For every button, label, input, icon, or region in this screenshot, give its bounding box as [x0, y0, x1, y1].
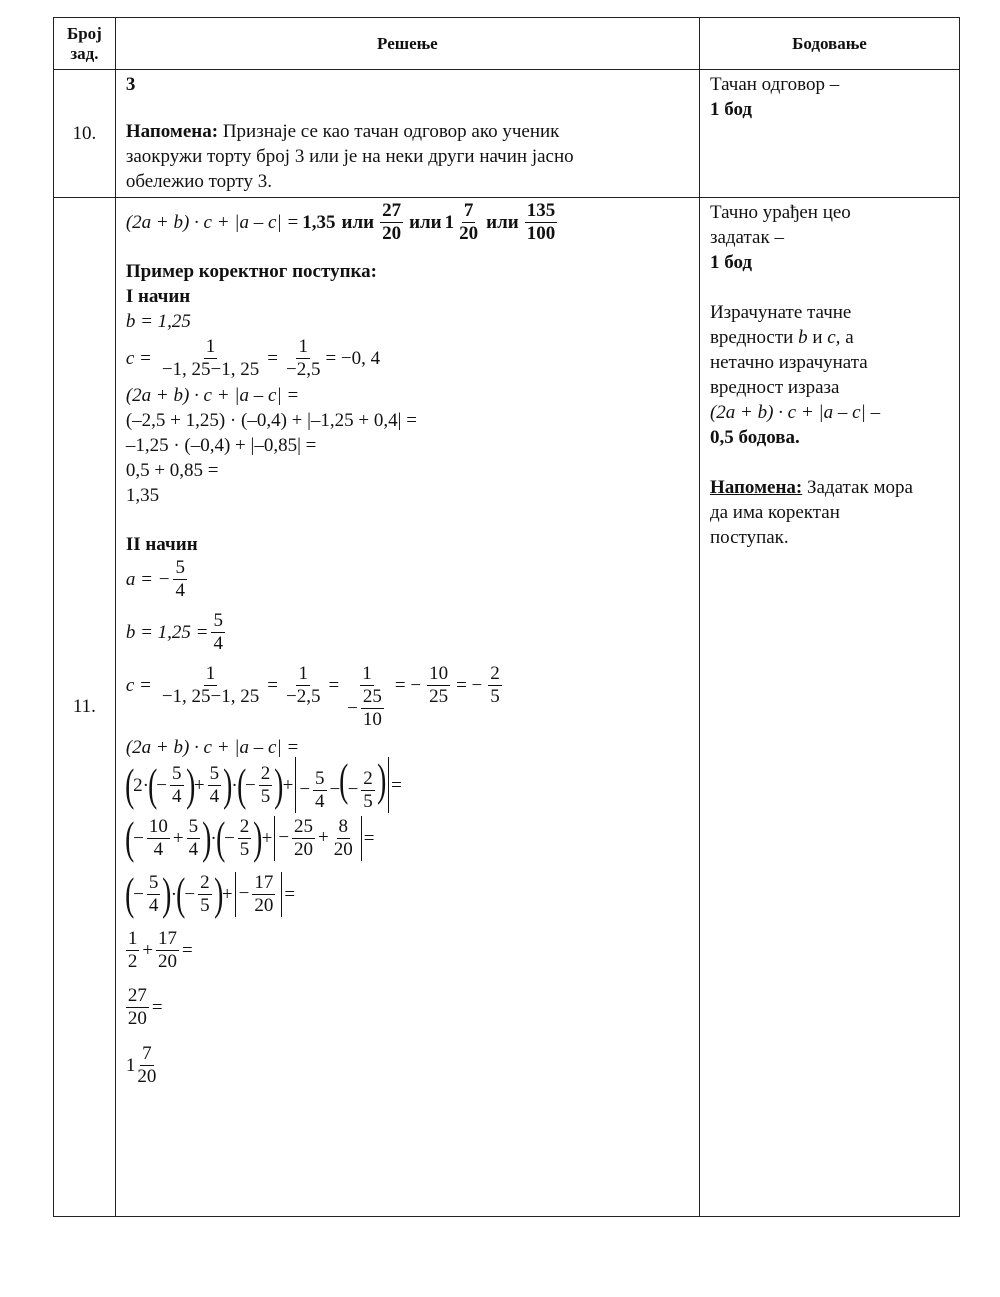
example-title: Пример коректног поступка:: [125, 261, 377, 282]
m2-step-4: $\frac{1}{2}$ + $\frac{17}{20}$ =: [127, 927, 193, 972]
or-text: или: [486, 212, 519, 233]
final-result: [126, 200, 689, 245]
solution-table: [53, 17, 960, 1217]
header-col1-line2: зад.: [70, 43, 99, 63]
header-row: [54, 18, 960, 70]
header-col1-line1: Број: [66, 23, 102, 43]
m1-expression: (2a + b) · c + |a – c| =: [125, 385, 300, 406]
score-partial-2: вредности b и c, а: [709, 327, 854, 348]
score-points: 1 бод: [709, 99, 753, 120]
m1-step-4: 1,35: [125, 485, 160, 506]
m2-expression: (2a + b) · c + |a – c| =: [125, 737, 300, 758]
scoring-cell: [699, 198, 959, 1217]
score-full-2: задатак –: [709, 227, 784, 248]
score-partial-1: Израчунате тачне: [709, 302, 852, 323]
header-solution: Решење: [115, 18, 699, 70]
or-text: или: [341, 212, 375, 233]
task-row-11: [54, 198, 960, 1217]
fraction-27-20: $\frac{27}{20}$: [382, 200, 402, 244]
task-number: 10.: [54, 70, 116, 198]
answer: 3: [125, 74, 136, 95]
note: [126, 113, 689, 194]
score-text: Тачан одговор –: [709, 74, 840, 95]
score-note-2: да има коректан: [709, 502, 840, 523]
note-text-2: заокружи торту број 3 или је на неки други начин јасно: [125, 146, 574, 167]
m2-step-6: 1 $\frac{7}{20}$: [125, 1042, 157, 1087]
score-note-3: поступак.: [709, 527, 789, 548]
task-number: 11.: [54, 198, 116, 1217]
m2-step-3: ( − $\frac{5}{4}$ ) · ( − $\frac{2}{5}$ ) + − $\frac{17}{20}$ =: [124, 868, 296, 919]
score-note: Напомена: Задатак мора: [709, 477, 913, 498]
score-partial-4: вредност израза: [709, 377, 840, 398]
note-text-1: Признаје се као тачан одговор ако ученик: [222, 121, 560, 142]
solution-cell: [115, 198, 699, 1217]
m2-step-1: ( 2 · ( − $\frac{5}{4}$ ) + $\frac{5}{4}$ ) · ( − $\frac{2}{5}$ ) + − $\frac{5}{4}$ −(− $\frac{2}{5}$ ) =: [124, 753, 402, 813]
header-scoring: Бодовање: [699, 18, 959, 70]
m2-b-line: b = 1,25 = $\frac{5}{4}$: [125, 610, 223, 654]
score-partial-3: нетачно израчуната: [709, 352, 868, 373]
m1-step-2: –1,25 · (–0,4) + |–0,85| =: [125, 435, 317, 456]
m2-step-2: ( − $\frac{10}{4}$ + $\frac{5}{4}$ ) · ( − $\frac{2}{5}$ ) + − $\frac{25}{20}$ + $\frac{8}{20}$ =: [124, 812, 375, 863]
result-value: 1,35: [302, 212, 336, 233]
fraction-135-100: $\frac{135}{100}$: [526, 200, 556, 244]
score-partial-points: 0,5 бодова.: [709, 427, 800, 448]
score-full-1: Тачно урађен цео: [709, 202, 851, 223]
m2-a-line: a = − $\frac{5}{4}$: [125, 557, 185, 601]
result-expression: (2a + b) · c + |a – c| =: [125, 212, 300, 233]
score-partial-expr: (2a + b) · c + |a – c| –: [709, 402, 881, 423]
note-text-3: обележио торту 3.: [125, 171, 272, 192]
task-row-10: [54, 70, 960, 198]
note-label: Напомена:: [125, 121, 219, 142]
method-1-title: I начин: [125, 286, 191, 307]
m2-step-5: $\frac{27}{20}$ =: [127, 984, 163, 1029]
score-full-points: 1 бод: [709, 252, 753, 273]
m1-step-3: 0,5 + 0,85 =: [125, 460, 219, 481]
header-task-number: [54, 18, 116, 70]
fraction-7-20: $\frac{7}{20}$: [459, 200, 479, 244]
m2-c-line: c = $\frac{1}{-1, 25-1, 25}$ = $\frac{1}{-2,5}$ = 1 − $\frac{25}{10}$ = − $\frac{10}{25}$ = − $\frac{2}{5}$: [125, 663, 500, 730]
method-2-title: II начин: [125, 534, 198, 555]
solution-cell: [115, 70, 699, 198]
mixed-whole: 1: [444, 212, 455, 233]
m1-c-line: c = $\frac{1}{-1, 25-1, 25}$ = $\frac{1}{-2,5}$ = −0, 4: [125, 336, 381, 380]
m1-b-line: b = 1,25: [125, 311, 191, 332]
m1-step-1: (–2,5 + 1,25) · (–0,4) + |–1,25 + 0,4| =: [125, 410, 417, 431]
or-text: или: [409, 212, 442, 233]
scoring-cell: [699, 70, 959, 198]
